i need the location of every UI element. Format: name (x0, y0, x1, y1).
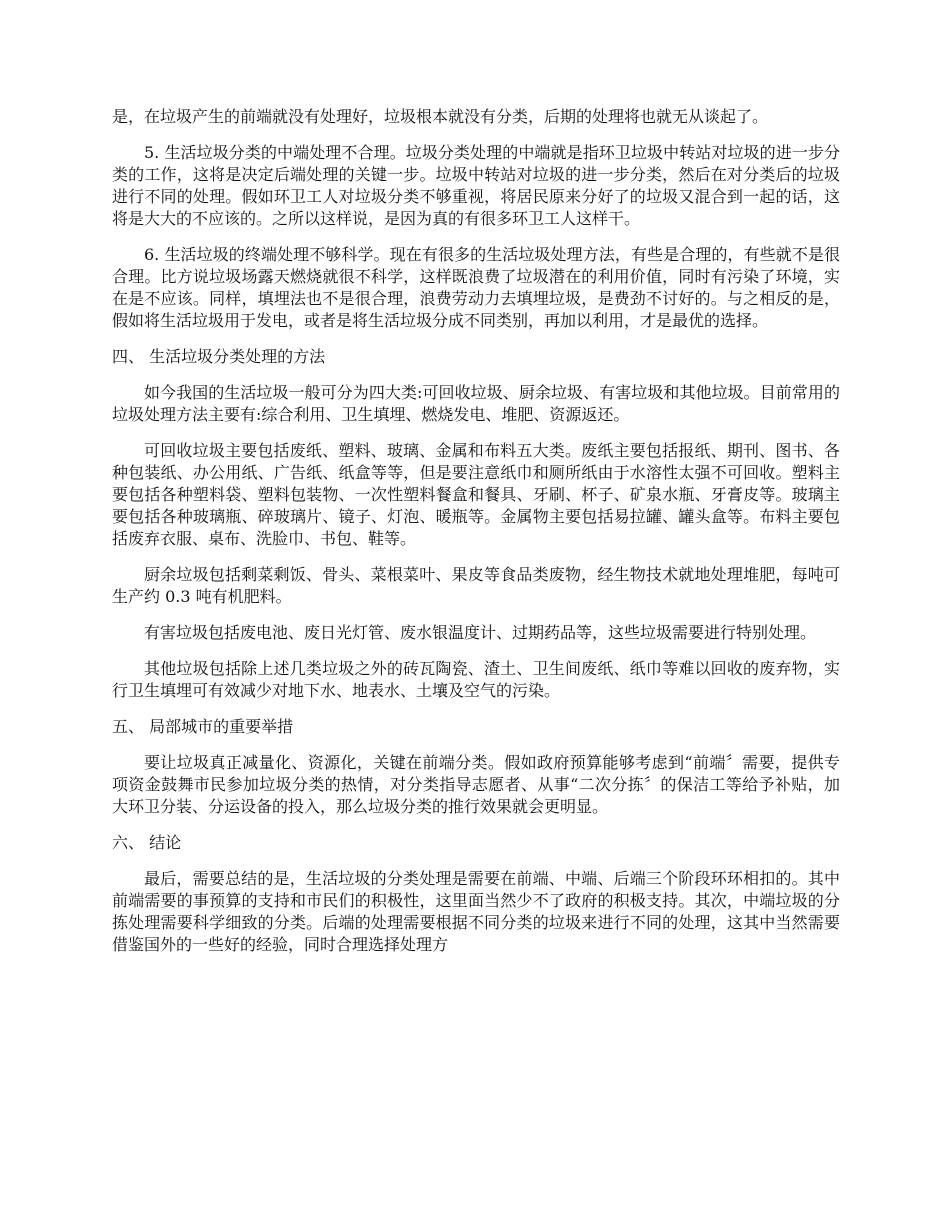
document-page (112, 106, 840, 970)
paragraph-recyclables: 可回收垃圾主要包括废纸、塑料、玻璃、金属和布料五大类。废纸主要包括报纸、期刊、图书、各种包装纸、办公用纸、广告纸、纸盒等等，但是要注意纸巾和厕所纸由于水溶性太强不可回收。塑料主要包括各种塑料袋、塑料包装物、一次性塑料餐盒和餐具、牙刷、杯子、矿泉水瓶、牙膏皮等。玻璃主要包括各种玻璃瓶、碎玻璃片、镜子、灯泡、暖瓶等。金属物主要包括易拉罐、罐头盒等。布料主要包括废弃衣服、桌布、洗脸巾、书包、鞋等。 (112, 441, 840, 548)
paragraph-other-waste: 其他垃圾包括除上述几类垃圾之外的砖瓦陶瓷、渣土、卫生间废纸、纸巾等难以回收的废弃物，实行卫生填埋可有效减少对地下水、地表水、土壤及空气的污染。 (112, 659, 840, 700)
continuation-paragraph: 是，在垃圾产生的前端就没有处理好，垃圾根本就没有分类，后期的处理将也就无从谈起了。 (112, 107, 769, 126)
paragraph-city-measures: 要让垃圾真正减量化、资源化，关键在前端分类。假如政府预算能够考虑到“前端〞需要，提供专项资金鼓舞市民参加垃圾分类的热情，对分类指导志愿者、从事“二次分拣〞的保洁工等给予补贴，加大环卫分装、分运设备的投入，那么垃圾分类的推行效果就会更明显。 (112, 753, 840, 816)
paragraph-categories: 如今我国的生活垃圾一般可分为四大类:可回收垃圾、厨余垃圾、有害垃圾和其他垃圾。目前常用的垃圾处理方法主要有:综合利用、卫生填埋、燃烧发电、堆肥、资源返还。 (112, 383, 840, 424)
paragraph-midstage-issue: 5. 生活垃圾分类的中端处理不合理。垃圾分类处理的中端就是指环卫垃圾中转站对垃圾的进一步分类的工作，这将是决定后端处理的关键一步。垃圾中转站对垃圾的进一步分类，然后在对分类后的垃圾进行不同的处理。假如环卫工人对垃圾分类不够重视，将居民原来分好了的垃圾又混合到一起的话，这将是大大的不应该的。之所以这样说，是因为真的有很多环卫工人这样干。 (112, 143, 840, 228)
paragraph-hazardous-waste: 有害垃圾包括废电池、废日光灯管、废水银温度计、过期药品等，这些垃圾需要进行特别处理。 (144, 623, 817, 642)
paragraph-kitchen-waste: 厨余垃圾包括剩菜剩饭、骨头、菜根菜叶、果皮等食品类废物，经生物技术就地处理堆肥，每吨可生产约 0.3 吨有机肥料。 (112, 565, 840, 606)
section-heading-city-measures: 五、 局部城市的重要举措 (112, 717, 294, 736)
section-heading-conclusion: 六、 结论 (112, 833, 182, 852)
paragraph-endstage-issue: 6. 生活垃圾的终端处理不够科学。现在有很多的生活垃圾处理方法，有些是合理的，有些就不是很合理。比方说垃圾场露天燃烧就很不科学，这样既浪费了垃圾潜在的利用价值，同时有污染了环境，实在是不应该。同样，填埋法也不是很合理，浪费劳动力去填埋垃圾，是费劲不讨好的。与之相反的是，假如将生活垃圾用于发电，或者是将生活垃圾分成不同类别，再加以利用，才是最优的选择。 (112, 245, 840, 330)
paragraph-conclusion: 最后，需要总结的是，生活垃圾的分类处理是需要在前端、中端、后端三个阶段环环相扣的。其中前端需要的事预算的支持和市民们的积极性，这里面当然少不了政府的积极支持。其次，中端垃圾的分拣处理需要科学细致的分类。后端的处理需要根据不同分类的垃圾来进行不同的处理，这其中当然需要借鉴国外的一些好的经验，同时合理选择处理方 (112, 869, 840, 954)
section-heading-methods: 四、 生活垃圾分类处理的方法 (112, 347, 326, 366)
